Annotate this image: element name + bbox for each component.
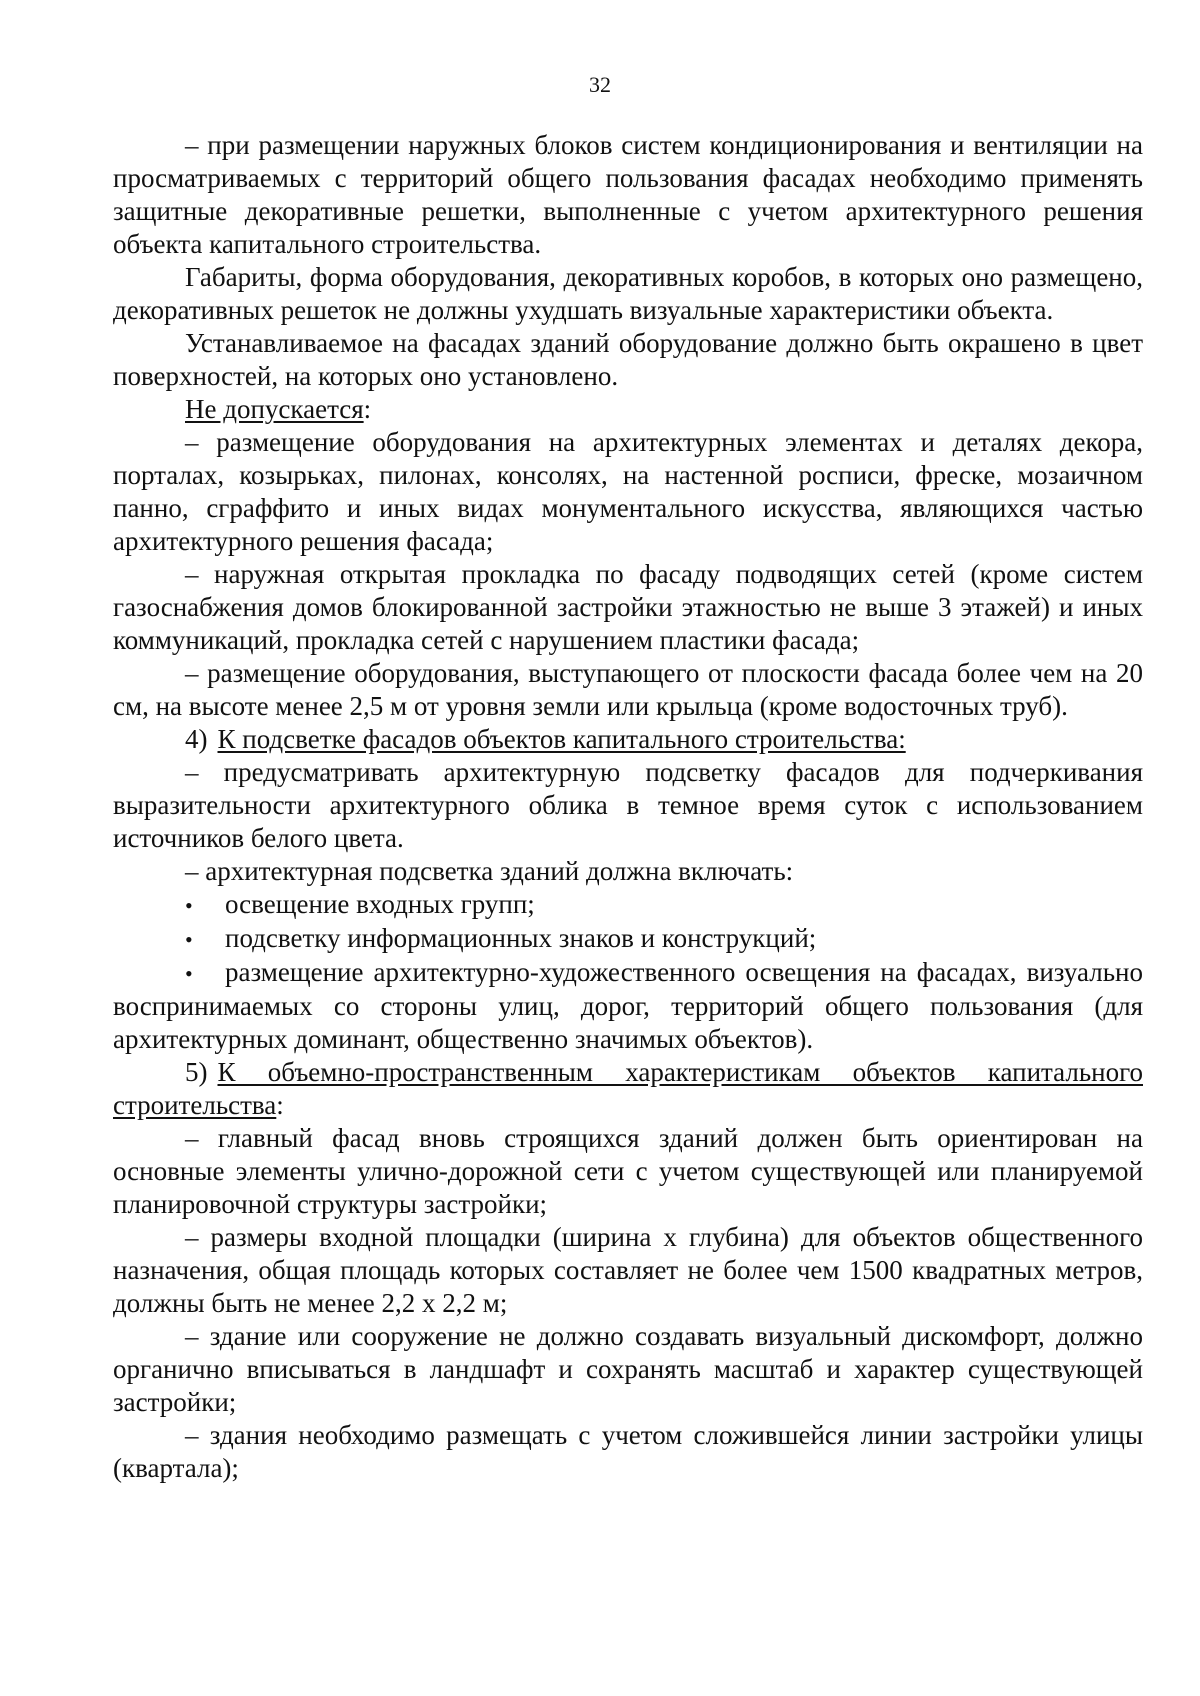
section-5-number: 5): [185, 1057, 208, 1087]
section-4-heading: [113, 723, 1143, 756]
paragraph-entrance-size: – размеры входной площадки (ширина х глубина) для объектов общественного назначения, общая площадь которых составляет не более чем 1500 квадратных метров, должны быть не менее 2,2 х 2,2 м;: [113, 1222, 1143, 1318]
not-allowed-colon: :: [363, 394, 372, 424]
document-body: [113, 129, 1143, 1485]
section-4-number: 4): [185, 724, 208, 754]
paragraph-networks-restriction: – наружная открытая прокладка по фасаду подводящих сетей (кроме систем газоснабжения домов блокированной застройки этажностью не выше 3 этажей) и иных коммуникаций, прокладка сетей с нарушением пластики фасада;: [113, 559, 1143, 655]
bullet-icon: •: [185, 893, 193, 918]
section-5-colon: :: [276, 1090, 284, 1120]
bullet-item: [113, 888, 1143, 922]
section-5-heading: [113, 1056, 1143, 1122]
paragraph-equipment-color: Устанавливаемое на фасадах зданий оборудование должно быть окрашено в цвет поверхностей, на которых оно установлено.: [113, 328, 1143, 391]
bullet-item: [113, 922, 1143, 956]
paragraph-main-facade: – главный фасад вновь строящихся зданий должен быть ориентирован на основные элементы улично-дорожной сети с учетом существующей или планируемой планировочной структуры застройки;: [113, 1123, 1143, 1219]
section-5-title: К объемно-пространственным характеристикам объектов капитального строительства: [113, 1057, 1143, 1120]
paragraph-dimensions: Габариты, форма оборудования, декоративных коробов, в которых оно размещено, декоративных решеток не должны ухудшать визуальные характеристики объекта.: [113, 262, 1143, 325]
bullet-text: подсветку информационных знаков и конструкций;: [225, 923, 817, 953]
paragraph-lighting-includes: – архитектурная подсветка зданий должна включать:: [185, 856, 794, 886]
section-4-title: К подсветке фасадов объектов капитального строительства:: [217, 724, 906, 754]
paragraph-not-allowed: [113, 393, 1143, 426]
paragraph-building-line: – здания необходимо размещать с учетом сложившейся линии застройки улицы (квартала);: [113, 1420, 1143, 1483]
paragraph-ac-units: – при размещении наружных блоков систем кондиционирования и вентиляции на просматриваемых с территорий общего пользования фасадах необходимо применять защитные декоративные решетки, выполненные с учетом архитектурного решения объекта капитального строительства.: [113, 130, 1143, 259]
paragraph-visual-comfort: – здание или сооружение не должно создавать визуальный дискомфорт, должно органично вписываться в ландшафт и сохранять масштаб и характер существующей застройки;: [113, 1321, 1143, 1417]
bullet-item: [113, 956, 1143, 1056]
not-allowed-heading: Не допускается: [185, 394, 364, 424]
paragraph-protrusion-restriction: – размещение оборудования, выступающего от плоскости фасада более чем на 20 см, на высоте менее 2,5 м от уровня земли или крыльца (кроме водосточных труб).: [113, 658, 1143, 721]
paragraph-decor-restriction: – размещение оборудования на архитектурных элементах и деталях декора, порталах, козырьках, пилонах, консолях, на настенной росписи, фреске, мозаичном панно, сграффито и иных видах монументального искусства, являющихся частью архитектурного решения фасада;: [113, 427, 1143, 556]
bullet-icon: •: [185, 961, 193, 986]
bullet-icon: •: [185, 927, 193, 952]
page-number: 32: [589, 72, 611, 97]
bullet-text: размещение архитектурно-художественного освещения на фасадах, визуально воспринимаемых со стороны улиц, дорог, территорий общего пользования (для архитектурных доминант, общественно значимых объектов).: [113, 957, 1143, 1054]
bullet-text: освещение входных групп;: [225, 889, 535, 919]
paragraph-lighting: – предусматривать архитектурную подсветку фасадов для подчеркивания выразительности архитектурного облика в темное время суток с использованием источников белого цвета.: [113, 757, 1143, 853]
